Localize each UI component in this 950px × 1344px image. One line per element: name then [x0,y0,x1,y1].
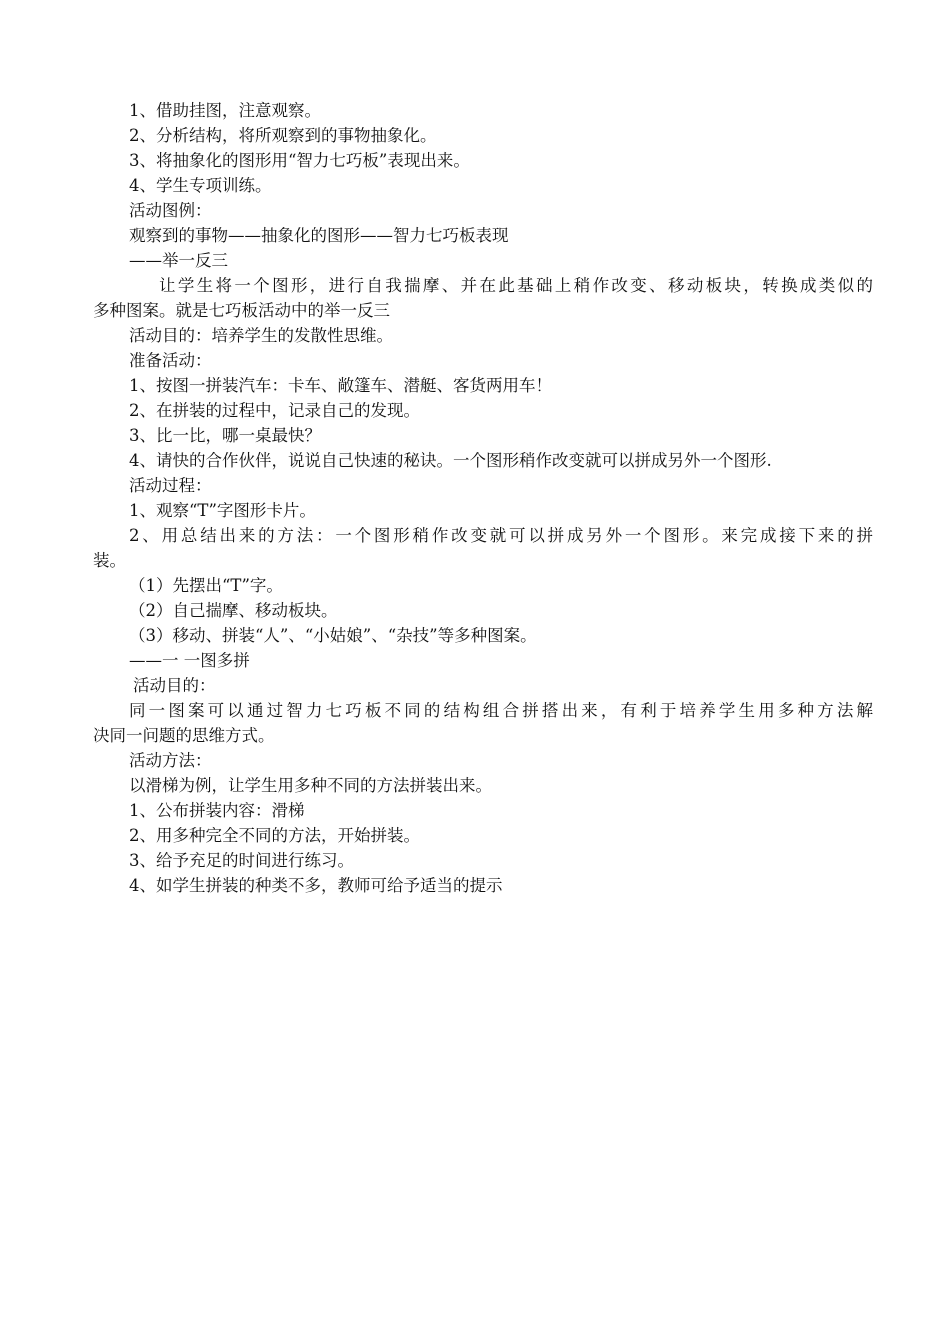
sub-item: （3）移动、拼装“人”、“小姑娘”、“杂技”等多种图案。 [129,626,537,645]
text-line: 活动图例： [129,201,212,220]
document-body [93,98,873,898]
text-line: 活动目的：培养学生的发散性思维。 [129,326,393,345]
section-heading: ——举一反三 [129,251,228,270]
text-line: 1、公布拼装内容：滑梯 [129,801,305,820]
sub-item: （1）先摆出“T”字。 [129,576,283,595]
paragraph-line: 同一图案可以通过智力七巧板不同的结构组合拼搭出来，有利于培养学生用多种方法解 [129,701,873,720]
text-line: 2、分析结构，将所观察到的事物抽象化。 [129,126,437,145]
paragraph-line: 装。 [93,551,126,570]
paragraph-line: 决同一问题的思维方式。 [93,726,275,745]
text-line: 准备活动： [129,351,212,370]
text-line: 以滑梯为例，让学生用多种不同的方法拼装出来。 [129,776,492,795]
text-line: 1、借助挂图，注意观察。 [129,101,321,120]
text-line: 4、学生专项训练。 [129,176,272,195]
text-line: 观察到的事物——抽象化的图形——智力七巧板表现 [129,226,509,245]
text-line: 4、请快的合作伙伴，说说自己快速的秘诀。一个图形稍作改变就可以拼成另外一个图形. [129,451,772,470]
text-line: 活动方法： [129,751,212,770]
paragraph [93,523,873,573]
section-heading: ——一 一图多拼 [129,651,250,670]
paragraph-line: 多种图案。就是七巧板活动中的举一反三 [93,301,390,320]
text-line: 活动目的： [133,676,216,695]
text-line: 2、用多种完全不同的方法，开始拼装。 [129,826,420,845]
text-line: 2、在拼装的过程中，记录自己的发现。 [129,401,420,420]
paragraph-line: 2、用总结出来的方法：一个图形稍作改变就可以拼成另外一个图形。来完成接下来的拼 [129,526,873,545]
text-line: 3、给予充足的时间进行练习。 [129,851,354,870]
text-line: 3、比一比，哪一桌最快？ [129,426,321,445]
paragraph [93,698,873,748]
sub-item: （2）自己揣摩、移动板块。 [129,601,338,620]
text-line: 3、将抽象化的图形用“智力七巧板”表现出来。 [129,151,470,170]
text-line: 4、如学生拼装的种类不多，教师可给予适当的提示 [129,876,503,895]
paragraph-line: 让学生将一个图形，进行自我揣摩、并在此基础上稍作改变、移动板块，转换成类似的 [159,276,873,295]
text-line: 1、按图一拼装汽车：卡车、敞篷车、潜艇、客货两用车！ [129,376,552,395]
text-line: 1、观察“T”字图形卡片。 [129,501,316,520]
paragraph [93,273,873,323]
text-line: 活动过程： [129,476,212,495]
